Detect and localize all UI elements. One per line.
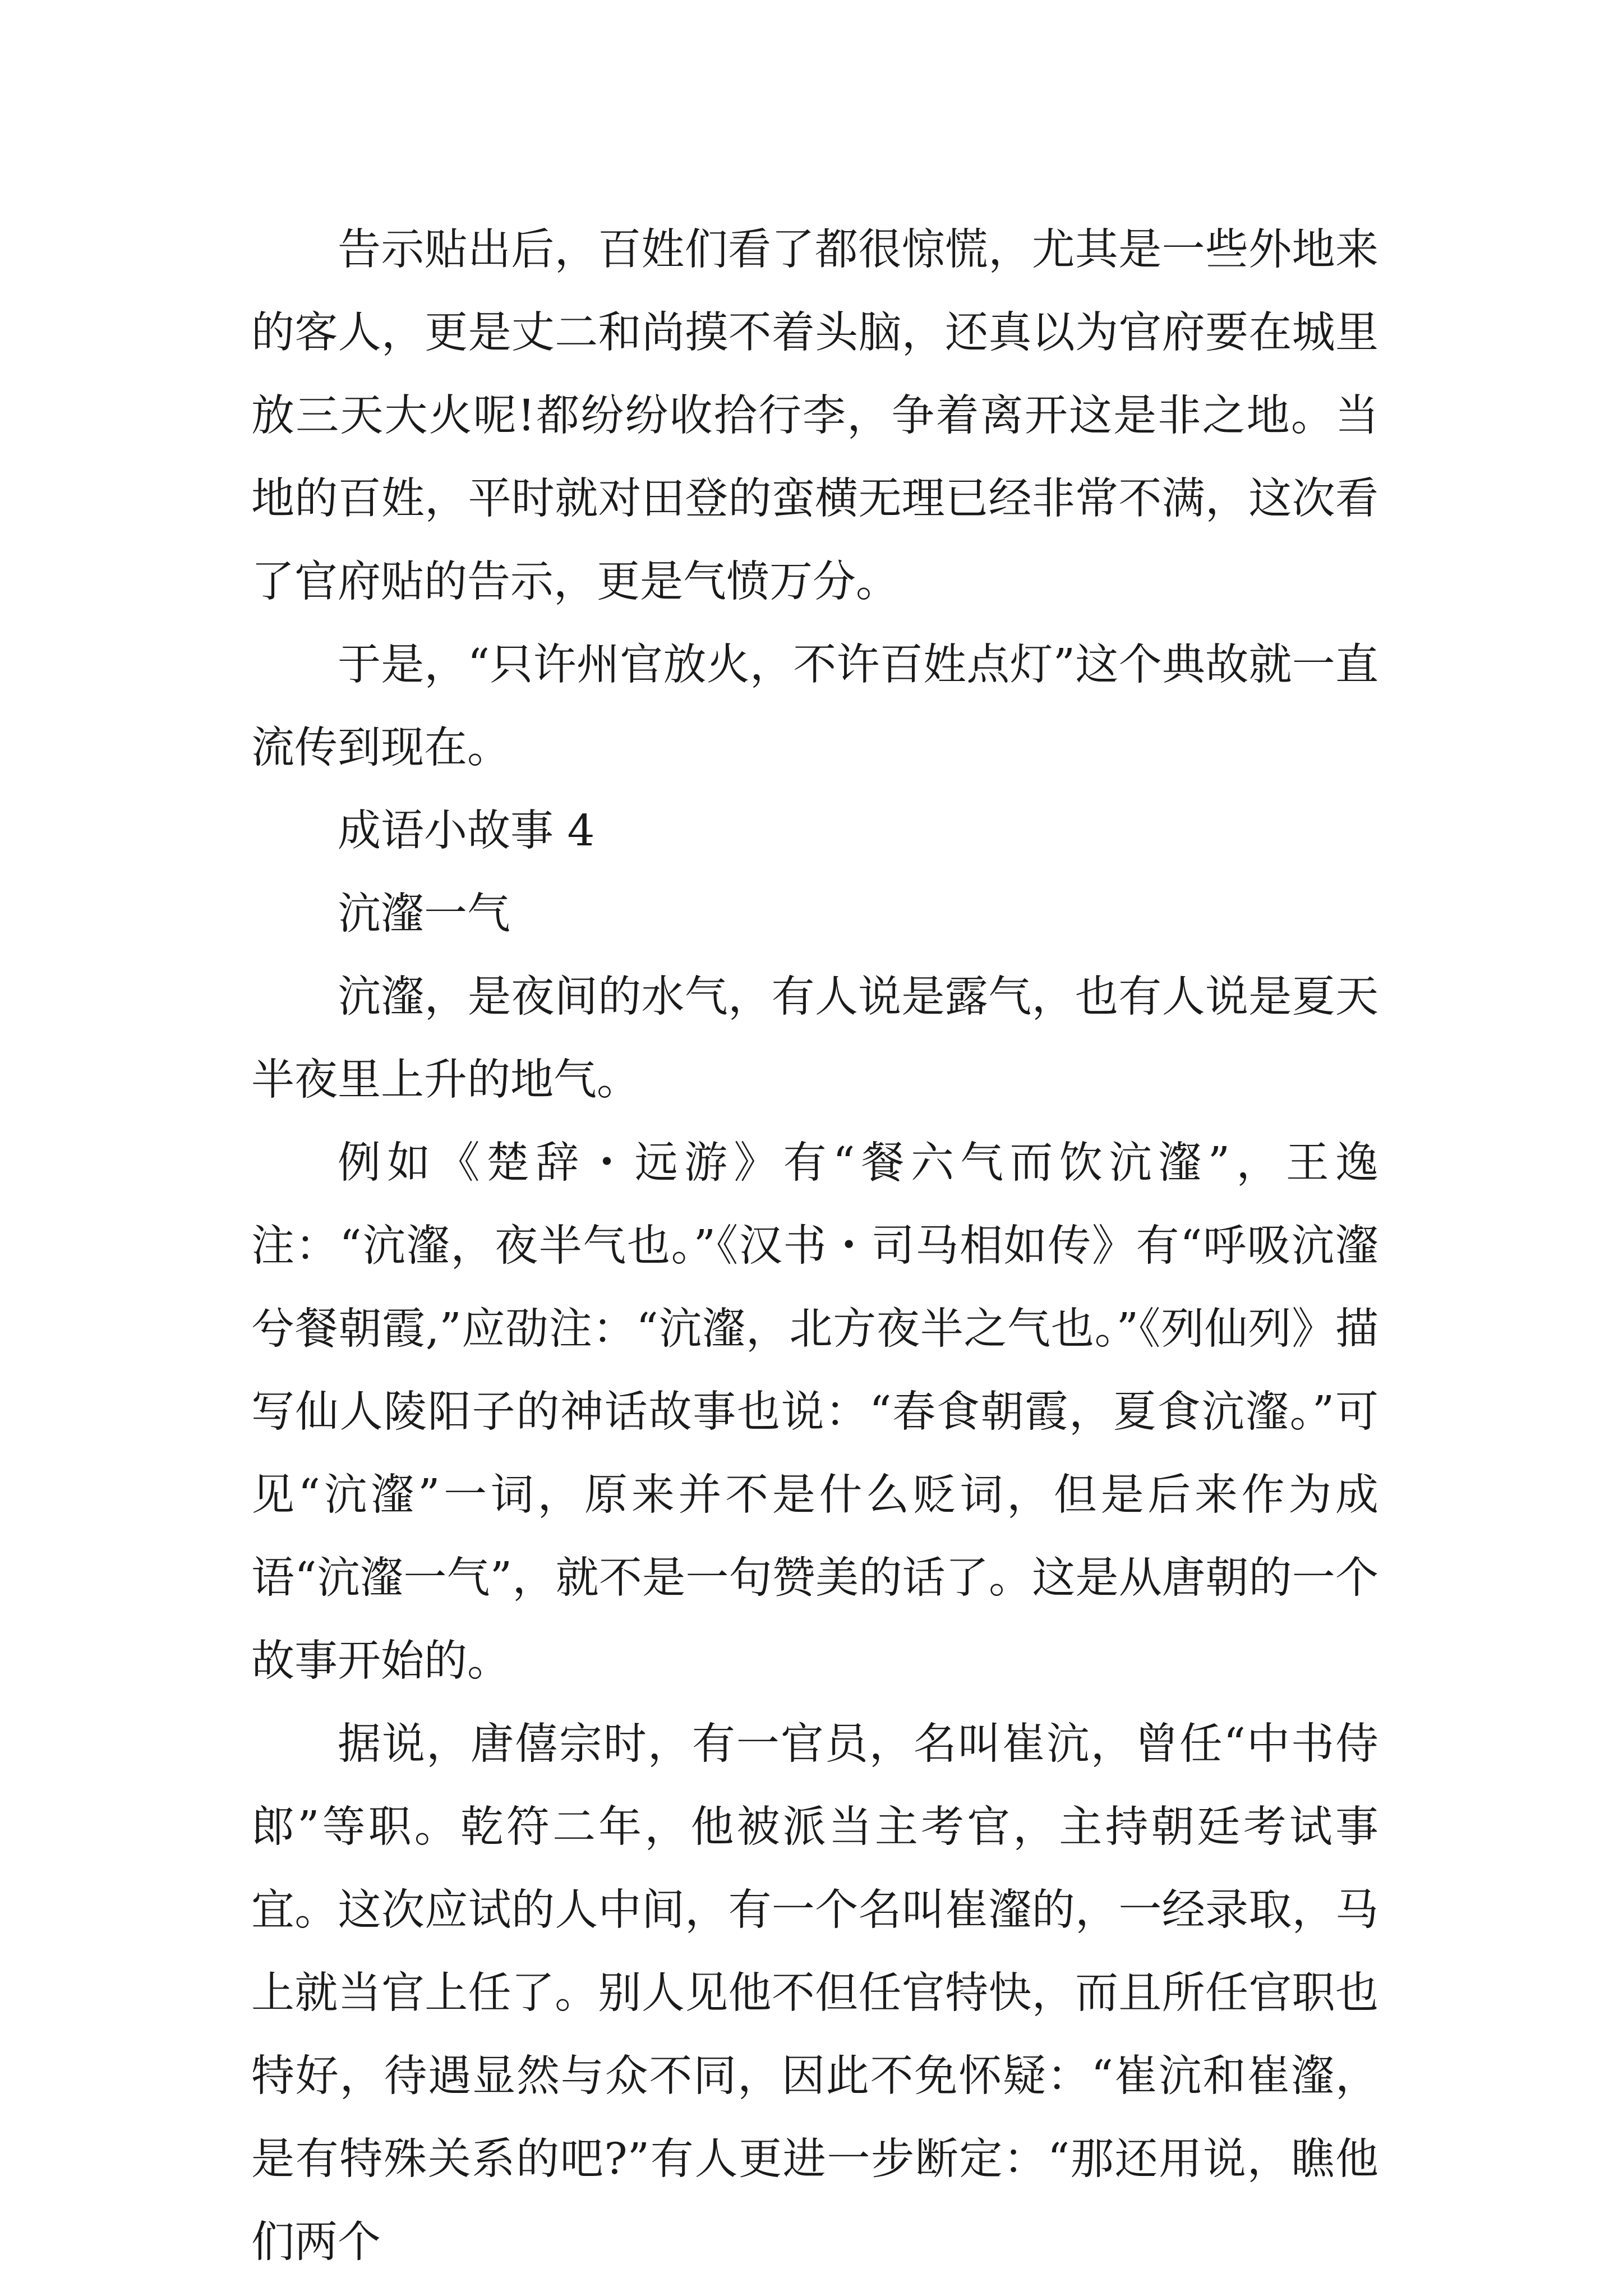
- paragraph-idiom-origin: 于是，“只许州官放火，不许百姓点灯”这个典故就一直流传到现在。: [251, 640, 1378, 773]
- paragraph-definition: 沆瀣，是夜间的水气，有人说是露气，也有人说是夏天半夜里上升的地气。: [251, 972, 1378, 1105]
- section-heading: 成语小故事 4: [338, 806, 595, 856]
- paragraph-notice-panic: 告示贴出后，百姓们看了都很惊慌，尤其是一些外地来的客人，更是丈二和尚摸不着头脑，还真以为官府要在城里放三天大火呢!都纷纷收拾行李，争着离开这是非之地。当地的百姓，平时就对田登的蛮横无理已经非常不满，这次看了官府贴的告示，更是气愤万分。: [251, 225, 1378, 607]
- paragraph-citations: 例如《楚辞・远游》有“餐六气而饮沆瀣”，王逸注：“沆瀣，夜半气也。”《汉书・司马相如传》有“呼吸沆瀣兮餐朝霞,”应劭注：“沆瀣，北方夜半之气也。”《列仙列》描写仙人陵阳子的神话故事也说：“春食朝霞，夏食沆瀣。”可见“沆瀣”一词，原来并不是什么贬词，但是后来作为成语“沆瀣一气”，就不是一句赞美的话了。这是从唐朝的一个故事开始的。: [251, 1138, 1378, 1686]
- paragraph-story: 据说，唐僖宗时，有一官员，名叫崔沆，曾任“中书侍郎”等职。乾符二年，他被派当主考官，主持朝廷考试事宜。这次应试的人中间，有一个名叫崔瀣的，一经录取，马上就当官上任了。别人见他不但任官特快，而且所任官职也特好，待遇显然与众不同，因此不免怀疑：“崔沆和崔瀣，是有特殊关系的吧?”有人更进一步断定：“那还用说，瞧他们两个: [251, 1719, 1378, 2267]
- story-title: 沆瀣一气: [338, 889, 510, 939]
- document-body: [251, 209, 1378, 2284]
